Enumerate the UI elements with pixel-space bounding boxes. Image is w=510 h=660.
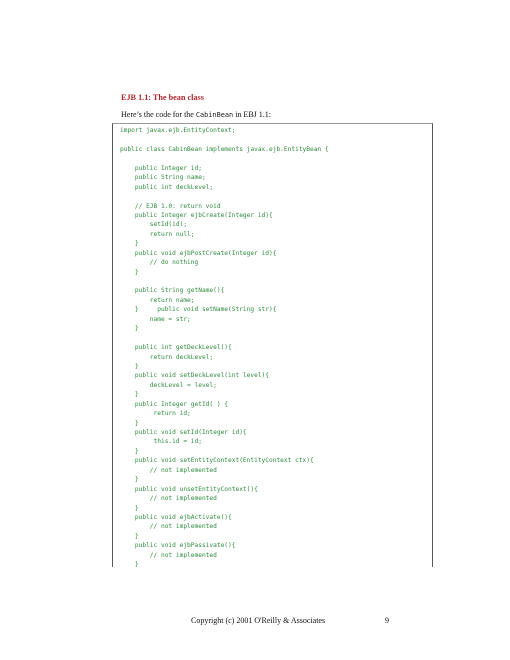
code-line: public int deckLevel; [120,183,214,191]
intro-paragraph [121,110,271,119]
code-line: // not implemented [120,523,217,531]
code-line: public class CabinBean implements javax.ejb.EntityBean { [120,145,329,153]
code-line: } [120,268,139,276]
code-line: public Integer getId( ) { [120,400,229,408]
code-line: } [120,240,139,248]
footer-copyright: Copyright (c) 2001 O'Reilly & Associates [191,616,326,625]
code-line: public void setDeckLevel(int level){ [120,372,270,380]
code-line: // do nothing [120,259,199,267]
code-line: } [120,476,139,484]
code-line: public void unsetEntityContext(){ [120,485,258,493]
code-line [120,334,329,343]
code-line: public int getDeckLevel(){ [120,344,232,352]
code-line: } [120,391,139,399]
code-line: } [120,447,139,455]
code-line: public void ejbPassivate(){ [120,542,236,550]
code-line: } [120,561,139,569]
code-line: // not implemented [120,466,217,474]
code-line: public String name; [120,174,206,182]
code-line: public Integer ejbCreate(Integer id){ [120,211,273,219]
code-line: public void setEntityContext(EntityContext ctx){ [120,457,314,465]
page-number: 9 [385,616,389,625]
code-line: public void ejbPostCreate(Integer id){ [120,249,277,257]
code-line: setId(id); [120,221,188,229]
code-line: public void setId(Integer id){ [120,429,247,436]
intro-inline-code: CabinBean [195,111,234,119]
code-listing [120,126,329,570]
code-line: // EJB 1.0: return void [120,202,221,210]
code-line: public void ejbActivate(){ [120,513,232,521]
code-line: } public void setName(String str){ [120,306,277,314]
code-line: public String getName(){ [120,287,225,295]
code-line [120,277,329,286]
code-line: } [120,504,139,512]
section-heading: EJB 1.1: The bean class [121,93,204,102]
code-line [120,192,329,201]
intro-text-before: Here’s the code for the [121,110,196,119]
code-line: return name; [120,296,195,304]
code-line: this.id = id; [120,438,202,446]
code-line: import javax.ejb.EntityContext; [120,127,236,134]
code-line [120,135,329,144]
code-line: deckLevel = level; [120,381,217,389]
code-line: } [120,532,139,540]
code-line: public Integer id; [120,164,202,172]
code-line: } [120,325,139,333]
code-line: } [120,419,139,427]
code-line: return id; [120,410,191,418]
code-line: return null; [120,230,195,238]
code-line: } [120,362,139,370]
code-line [120,154,329,163]
intro-text-after: in EBJ 1.1: [233,110,271,119]
code-line: // not implemented [120,495,217,503]
code-line: return deckLevel; [120,353,214,361]
code-line: // not implemented [120,551,217,559]
code-line: name = str; [120,315,191,323]
